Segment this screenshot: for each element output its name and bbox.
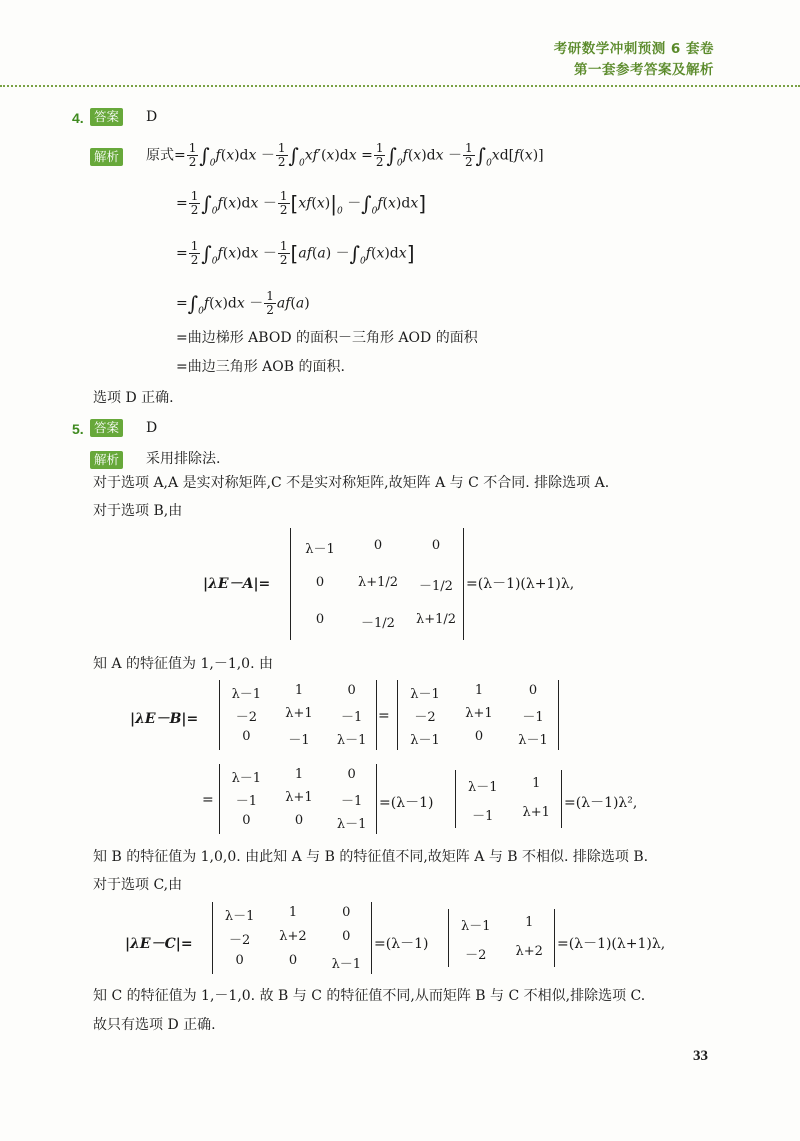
matrix-cell: λ+2 bbox=[279, 929, 307, 944]
matrix-cell: 0 bbox=[528, 682, 538, 698]
q4-formula-line1: 原式= $\frac{1}{2}$ $\int_0f(x)dx$ － $\frac{1}{2}$ $\int_0xf'(x)dx$ = $\frac{1}{2}$ $\int_0f(x)dx$ － $\frac{1}{2}$ $\int_0xd[f(x)]$ bbox=[146, 141, 544, 169]
det-c-matrix-1 bbox=[212, 902, 372, 974]
matrix-cell: λ－1 bbox=[231, 686, 262, 702]
matrix-cell: λ－1 bbox=[336, 733, 367, 749]
matrix-cell: λ－1 bbox=[305, 541, 335, 557]
q5-eigen-c: 知 C 的特征值为 1,－1,0. 故 B 与 C 的特征值不同,从而矩阵 B 与 C 不相似,排除选项 C. bbox=[93, 988, 646, 1004]
matrix-cell: 0 bbox=[474, 729, 484, 745]
matrix-cell: λ+1 bbox=[285, 706, 313, 721]
matrix-cell: 0 bbox=[342, 929, 351, 944]
matrix-cell: λ－1 bbox=[518, 733, 548, 749]
matrix-cell: 1 bbox=[294, 766, 304, 782]
matrix-cell: －1 bbox=[472, 808, 494, 824]
matrix-cell: 0 bbox=[242, 729, 251, 745]
matrix-cell: 0 bbox=[347, 766, 356, 782]
q4-formula-line4: $=\int_0f(x)dx$ － $\frac{1}{2}$ af(a) bbox=[176, 289, 310, 317]
det-b-matrix-1 bbox=[219, 680, 377, 750]
q5-analysis-tag: 解析 bbox=[90, 451, 123, 469]
det-c-label: |λE－C|= bbox=[125, 936, 193, 952]
matrix-cell: －2 bbox=[414, 710, 436, 725]
matrix-cell: 0 bbox=[288, 953, 298, 968]
det-c-result-2: =(λ－1)(λ+1)λ, bbox=[557, 936, 666, 952]
det-a-result: =(λ－1)(λ+1)λ, bbox=[466, 576, 575, 592]
page-number: 33 bbox=[693, 1048, 708, 1064]
header-subtitle: 第一套参考答案及解析 bbox=[574, 62, 714, 78]
det-b-matrix-2 bbox=[397, 680, 559, 750]
q5-answer-tag: 答案 bbox=[90, 419, 123, 437]
matrix-cell: 0 bbox=[342, 905, 351, 920]
det-a-label: |λE－A|= bbox=[203, 576, 271, 592]
matrix-cell: 0 bbox=[294, 813, 304, 829]
q4-analysis-tag: 解析 bbox=[90, 148, 123, 166]
matrix-cell: 1 bbox=[294, 682, 304, 698]
q5-option-c-intro: 对于选项 C,由 bbox=[93, 877, 183, 893]
q4-formula-line3: = $\frac{1}{2}$ $\int_0f(x)dx$ － $\frac{1}{2}$ $[af(a) -\int_0f(x)dx]$ bbox=[176, 239, 415, 267]
q4-lead: 原式= bbox=[146, 147, 186, 164]
q5-number: 5. bbox=[72, 421, 84, 437]
matrix-cell: 0 bbox=[235, 953, 244, 968]
det-c-matrix-2 bbox=[448, 909, 555, 967]
q5-answer: D bbox=[146, 420, 158, 436]
q5-final: 故只有选项 D 正确. bbox=[93, 1017, 216, 1033]
q5-eigen-a: 知 A 的特征值为 1,－1,0. 由 bbox=[93, 656, 273, 672]
q4-number: 4. bbox=[72, 110, 84, 126]
matrix-cell: －1 bbox=[288, 733, 310, 749]
matrix-cell: －2 bbox=[229, 933, 251, 948]
matrix-cell: λ－1 bbox=[336, 817, 367, 833]
matrix-cell: －1 bbox=[522, 710, 544, 725]
q5-option-b-intro: 对于选项 B,由 bbox=[93, 503, 183, 519]
matrix-cell: λ+1 bbox=[522, 804, 550, 820]
det-b-label: |λE－B|= bbox=[130, 711, 199, 727]
matrix-cell: 1 bbox=[474, 682, 484, 698]
det-b-matrix-3 bbox=[219, 764, 377, 834]
matrix-cell: 0 bbox=[373, 537, 383, 553]
q4-answer-tag: 答案 bbox=[90, 108, 123, 126]
q5-eigen-b: 知 B 的特征值为 1,0,0. 由此知 A 与 B 的特征值不同,故矩阵 A 与 B 不相似. 排除选项 B. bbox=[93, 849, 649, 865]
matrix-cell: 0 bbox=[315, 612, 325, 628]
det-a-matrix bbox=[290, 528, 464, 640]
q4-line6: =曲边三角形 AOB 的面积. bbox=[176, 359, 345, 375]
det-c-result: =(λ－1) bbox=[374, 936, 429, 952]
matrix-cell: 1 bbox=[525, 914, 534, 930]
matrix-cell: －2 bbox=[465, 947, 487, 963]
q4-conclusion: 选项 D 正确. bbox=[93, 390, 174, 406]
matrix-cell: －1 bbox=[341, 710, 363, 725]
matrix-cell: 1 bbox=[532, 775, 541, 791]
matrix-cell: λ－1 bbox=[331, 957, 362, 972]
matrix-cell: －1/2 bbox=[419, 579, 453, 594]
header-title: 考研数学冲刺预测 6 套卷 bbox=[553, 41, 714, 57]
matrix-cell: λ－1 bbox=[410, 686, 440, 702]
q5-option-a: 对于选项 A,A 是实对称矩阵,C 不是实对称矩阵,故矩阵 A 与 C 不合同. 排除选项 A. bbox=[93, 475, 610, 491]
matrix-cell: λ+1 bbox=[465, 706, 493, 721]
matrix-cell: λ+1 bbox=[285, 790, 313, 805]
matrix-cell: λ+1/2 bbox=[415, 612, 457, 628]
matrix-cell: λ－1 bbox=[410, 733, 440, 749]
matrix-cell: －1 bbox=[235, 794, 257, 809]
matrix-cell: λ－1 bbox=[460, 918, 491, 934]
q4-answer: D bbox=[146, 109, 158, 125]
matrix-cell: 0 bbox=[315, 575, 325, 590]
matrix-cell: 0 bbox=[242, 813, 251, 829]
matrix-cell: －1/2 bbox=[361, 616, 395, 632]
det-b-matrix-4 bbox=[455, 770, 562, 828]
matrix-cell: λ+1/2 bbox=[357, 575, 399, 590]
matrix-cell: λ－1 bbox=[467, 779, 498, 795]
matrix-cell: 0 bbox=[431, 537, 441, 553]
matrix-cell: λ+2 bbox=[515, 943, 543, 959]
det-b-equals: = bbox=[378, 708, 390, 724]
matrix-cell: 1 bbox=[288, 905, 298, 920]
det-b-result-2: =(λ－1)λ², bbox=[564, 795, 638, 811]
matrix-cell: λ－1 bbox=[231, 770, 262, 786]
matrix-cell: λ－1 bbox=[224, 909, 255, 924]
matrix-cell: －1 bbox=[341, 794, 363, 809]
header-divider bbox=[0, 85, 800, 87]
det-b-equals-2: = bbox=[202, 792, 214, 808]
det-b-result: =(λ－1) bbox=[379, 795, 434, 811]
matrix-cell: －2 bbox=[235, 710, 257, 725]
q4-formula-line2: = $\frac{1}{2}$ $\int_0f(x)dx$ － $\frac{1}{2}$ $[xf(x)|_0 -\int_0f(x)dx]$ bbox=[176, 189, 427, 217]
matrix-cell: 0 bbox=[347, 682, 356, 698]
q5-method: 采用排除法. bbox=[146, 451, 221, 467]
q4-line5: =曲边梯形 ABOD 的面积－三角形 AOD 的面积 bbox=[176, 330, 478, 346]
